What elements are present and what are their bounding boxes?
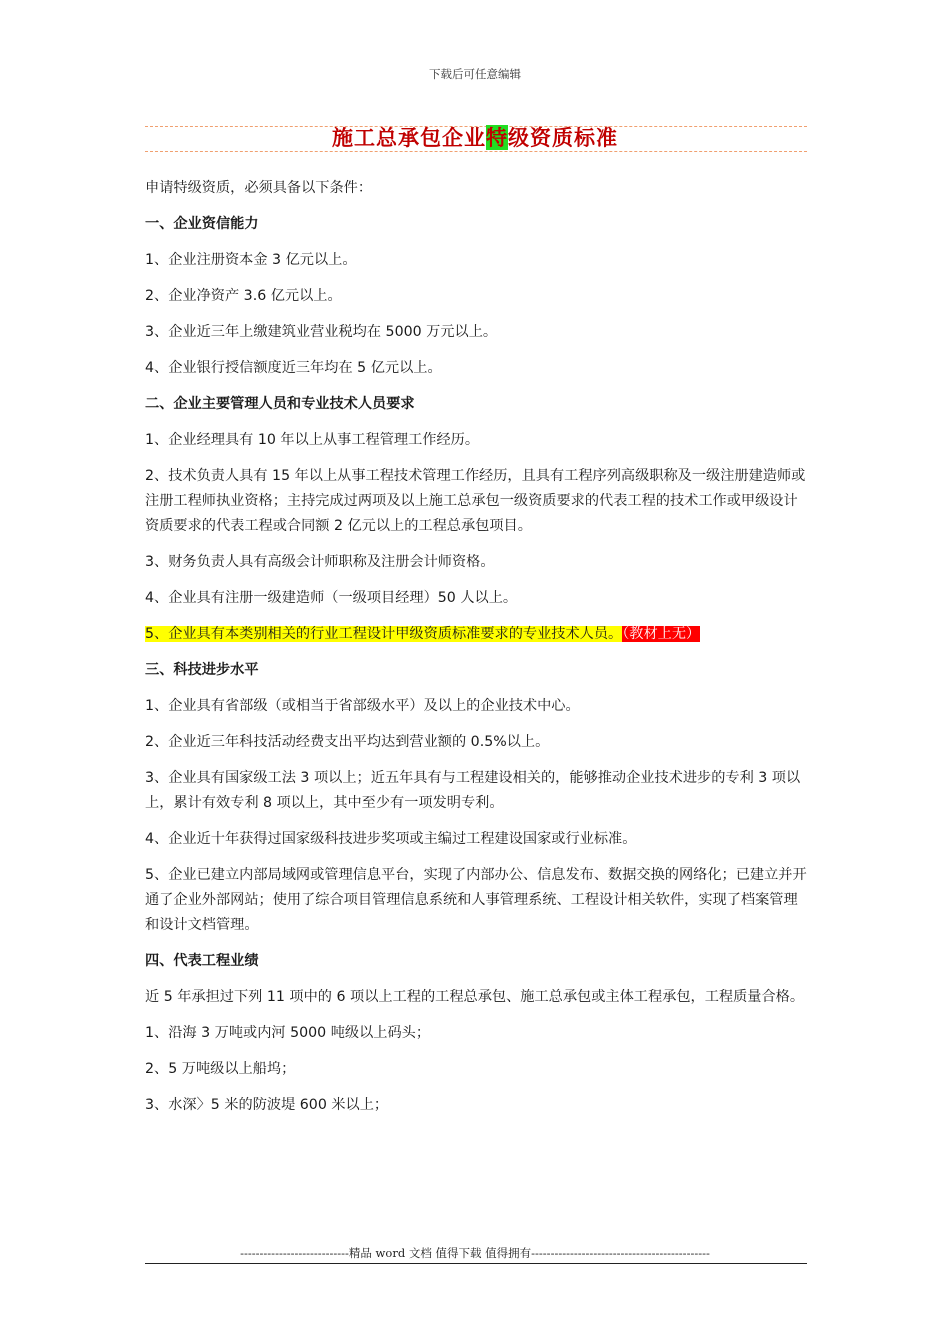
list-item: 4、企业银行授信额度近三年均在 5 亿元以上。	[145, 360, 442, 376]
title-highlight: 特	[486, 125, 508, 150]
section-heading-1: 一、企业资信能力	[145, 216, 259, 232]
list-item: 3、企业近三年上缴建筑业营业税均在 5000 万元以上。	[145, 324, 498, 340]
highlighted-item-text: 5、企业具有本类别相关的行业工程设计甲级资质标准要求的专业技术人员。	[145, 626, 623, 642]
document-body	[145, 176, 807, 1129]
list-item: 2、企业近三年科技活动经费支出平均达到营业额的 0.5%以上。	[145, 734, 550, 750]
header-note: 下载后可任意编辑	[429, 67, 521, 81]
list-item: 5、企业已建立内部局域网或管理信息平台，实现了内部办公、信息发布、数据交换的网络化；已建立并开通了企业外部网站；使用了综合项目管理信息系统和人事管理系统、工程设计相关软件，实现了档案管理和设计文档管理。	[145, 867, 807, 933]
section-intro: 近 5 年承担过下列 11 项中的 6 项以上工程的工程总承包、施工总承包或主体工程承包，工程质量合格。	[145, 989, 805, 1005]
section-heading-3: 三、科技进步水平	[145, 662, 259, 678]
title-bottom-dashed-rule	[145, 151, 807, 152]
footer-rule	[145, 1263, 807, 1264]
list-item: 2、技术负责人具有 15 年以上从事工程技术管理工作经历，且具有工程序列高级职称及一级注册建造师或注册工程师执业资格；主持完成过两项及以上施工总承包一级资质要求的代表工程的技术工作或甲级设计资质要求的代表工程或合同额 2 亿元以上的工程总承包项目。	[145, 468, 806, 534]
list-item: 1、企业具有省部级（或相当于省部级水平）及以上的企业技术中心。	[145, 698, 580, 714]
list-item: 3、财务负责人具有高级会计师职称及注册会计师资格。	[145, 554, 495, 570]
list-item: 3、水深〉5 米的防波堤 600 米以上；	[145, 1097, 389, 1113]
list-item: 2、企业净资产 3.6 亿元以上。	[145, 288, 342, 304]
list-item: 4、企业具有注册一级建造师（一级项目经理）50 人以上。	[145, 590, 518, 606]
title-part-2: 级资质标准	[508, 125, 618, 150]
highlighted-list-item	[145, 622, 807, 647]
document-title	[0, 122, 950, 152]
list-item: 2、5 万吨级以上船坞；	[145, 1061, 296, 1077]
list-item: 1、企业注册资本金 3 亿元以上。	[145, 252, 357, 268]
list-item: 1、企业经理具有 10 年以上从事工程管理工作经历。	[145, 432, 480, 448]
footer-text: ----------------------------精品 word 文档 值得下载 值得拥有----------------------------------------------	[240, 1246, 710, 1260]
intro-paragraph: 申请特级资质，必须具备以下条件：	[145, 180, 373, 196]
section-heading-4: 四、代表工程业绩	[145, 953, 259, 969]
list-item: 1、沿海 3 万吨或内河 5000 吨级以上码头；	[145, 1025, 431, 1041]
textbook-note: （教材上无）	[622, 626, 701, 642]
list-item: 4、企业近十年获得过国家级科技进步奖项或主编过工程建设国家或行业标准。	[145, 831, 637, 847]
list-item: 3、企业具有国家级工法 3 项以上；近五年具有与工程建设相关的，能够推动企业技术进步的专利 3 项以上，累计有效专利 8 项以上，其中至少有一项发明专利。	[145, 770, 801, 811]
section-heading-2: 二、企业主要管理人员和专业技术人员要求	[145, 396, 415, 412]
title-part-1: 施工总承包企业	[332, 125, 486, 150]
